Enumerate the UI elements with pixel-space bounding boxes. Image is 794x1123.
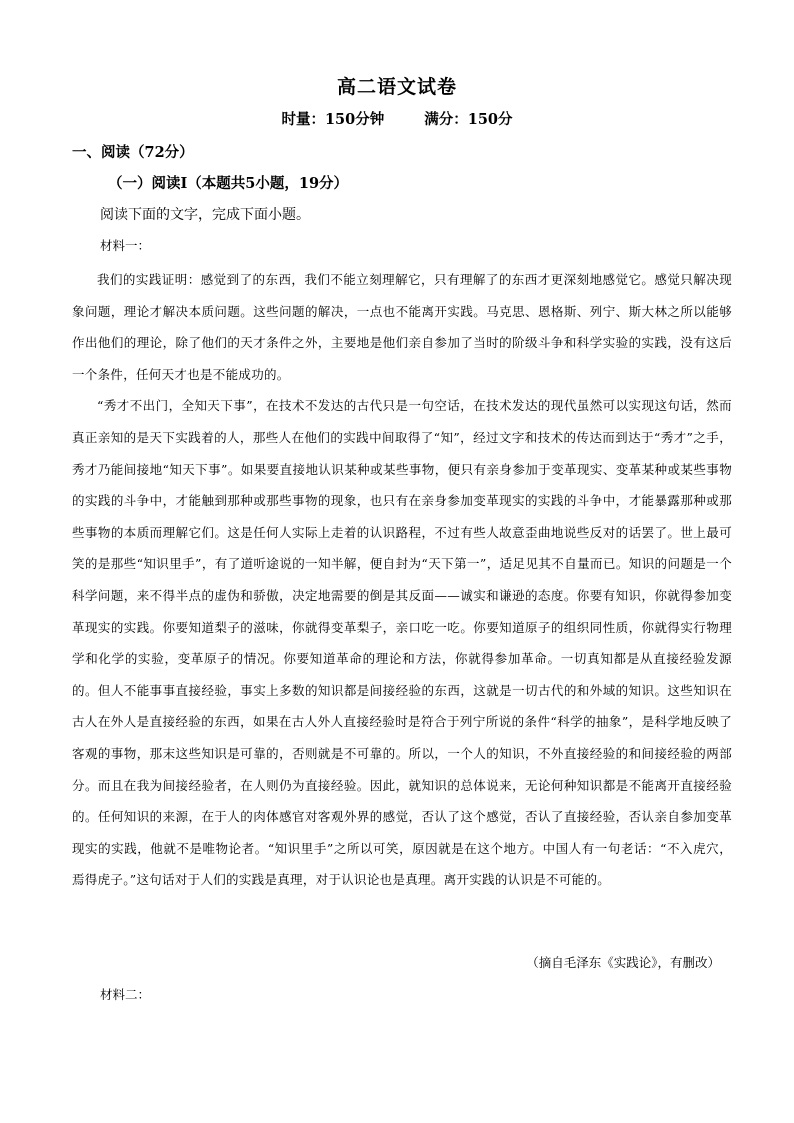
subsection-heading: （一）阅读Ⅰ（本题共5小题，19分） xyxy=(108,175,349,192)
instruction-text: 阅读下面的文字，完成下面小题。 xyxy=(100,207,310,223)
section-heading: 一、阅读（72分） xyxy=(72,144,194,161)
source-citation: （摘自毛泽东《实践论》，有删改） xyxy=(526,955,720,970)
paragraph-1: 我们的实践证明：感觉到了的东西，我们不能立刻理解它，只有理解了的东西才更深刻地感觉它。感觉只解决现象问题，理论才解决本质问题。这些问题的解决，一点也不能离开实践。马克思、恩格斯、列宁、斯大林之所以能够作出他们的理论，除了他们的天才条件之外，主要地是他们亲自参加了当时的阶级斗争和科学实验的实践，没有这后一个条件，任何天才也是不能成功的。 xyxy=(72,272,732,382)
material-1-body xyxy=(72,264,732,896)
material-1-label: 材料一： xyxy=(100,238,151,253)
time-limit: 时量：150分钟 xyxy=(281,111,385,128)
page-title: 高二语文试卷 xyxy=(336,76,457,98)
full-score: 满分：150分 xyxy=(424,111,513,128)
exam-info xyxy=(0,108,794,129)
paragraph-2: “秀才不出门，全知天下事”，在技术不发达的古代只是一句空话，在技术发达的现代虽然可以实现这句话，然而真正亲知的是天下实践着的人，那些人在他们的实践中间取得了“知”，经过文字和技术的传达而到达于“秀才”之手，秀才乃能间接地“知天下事”。如果要直接地认识某种或某些事物，便只有亲身参加于变革现实、变革某种或某些事物的实践的斗争中，才能触到那种或那些事物的现象，也只有在亲身参加变革现实的实践的斗争中，才能暴露那种或那些事物的本质而理解它们。这是任何人实际上走着的认识路程，不过有些人故意歪曲地说些反对的话罢了。世上最可笑的是那些“知识里手”，有了道听途说的一知半解，便自封为“天下第一”，适足见其不自量而已。知识的问题是一个科学问题，来不得半点的虚伪和骄傲，决定地需要的倒是其反面——诚实和谦逊的态度。你要有知识，你就得参加变革现实的实践。你要知道梨子的滋味，你就得变革梨子，亲口吃一吃。你要知道原子的组织同性质，你就得实行物理学和化学的实验，变革原子的情况。你要知道革命的理论和方法，你就得参加革命。一切真知都是从直接经验发源的。但人不能事事直接经验，事实上多数的知识都是间接经验的东西，这就是一切古代的和外域的知识。这些知识在古人在外人是直接经验的东西，如果在古人外人直接经验时是符合于列宁所说的条件“科学的抽象”，是科学地反映了客观的事物，那末这些知识是可靠的，否则就是不可靠的。所以，一个人的知识，不外直接经验的和间接经验的两部分。而且在我为间接经验者，在人则仍为直接经验。因此，就知识的总体说来，无论何种知识都是不能离开直接经验的。任何知识的来源，在于人的肉体感官对客观外界的感觉，否认了这个感觉，否认了直接经验，否认亲自参加变革现实的实践，他就不是唯物论者。“知识里手”之所以可笑，原因就是在这个地方。中国人有一句老话：“不入虎穴，焉得虎子。”这句话对于人们的实践是真理，对于认识论也是真理。离开实践的认识是不可能的。 xyxy=(72,398,732,888)
material-2-label: 材料二： xyxy=(100,987,151,1002)
